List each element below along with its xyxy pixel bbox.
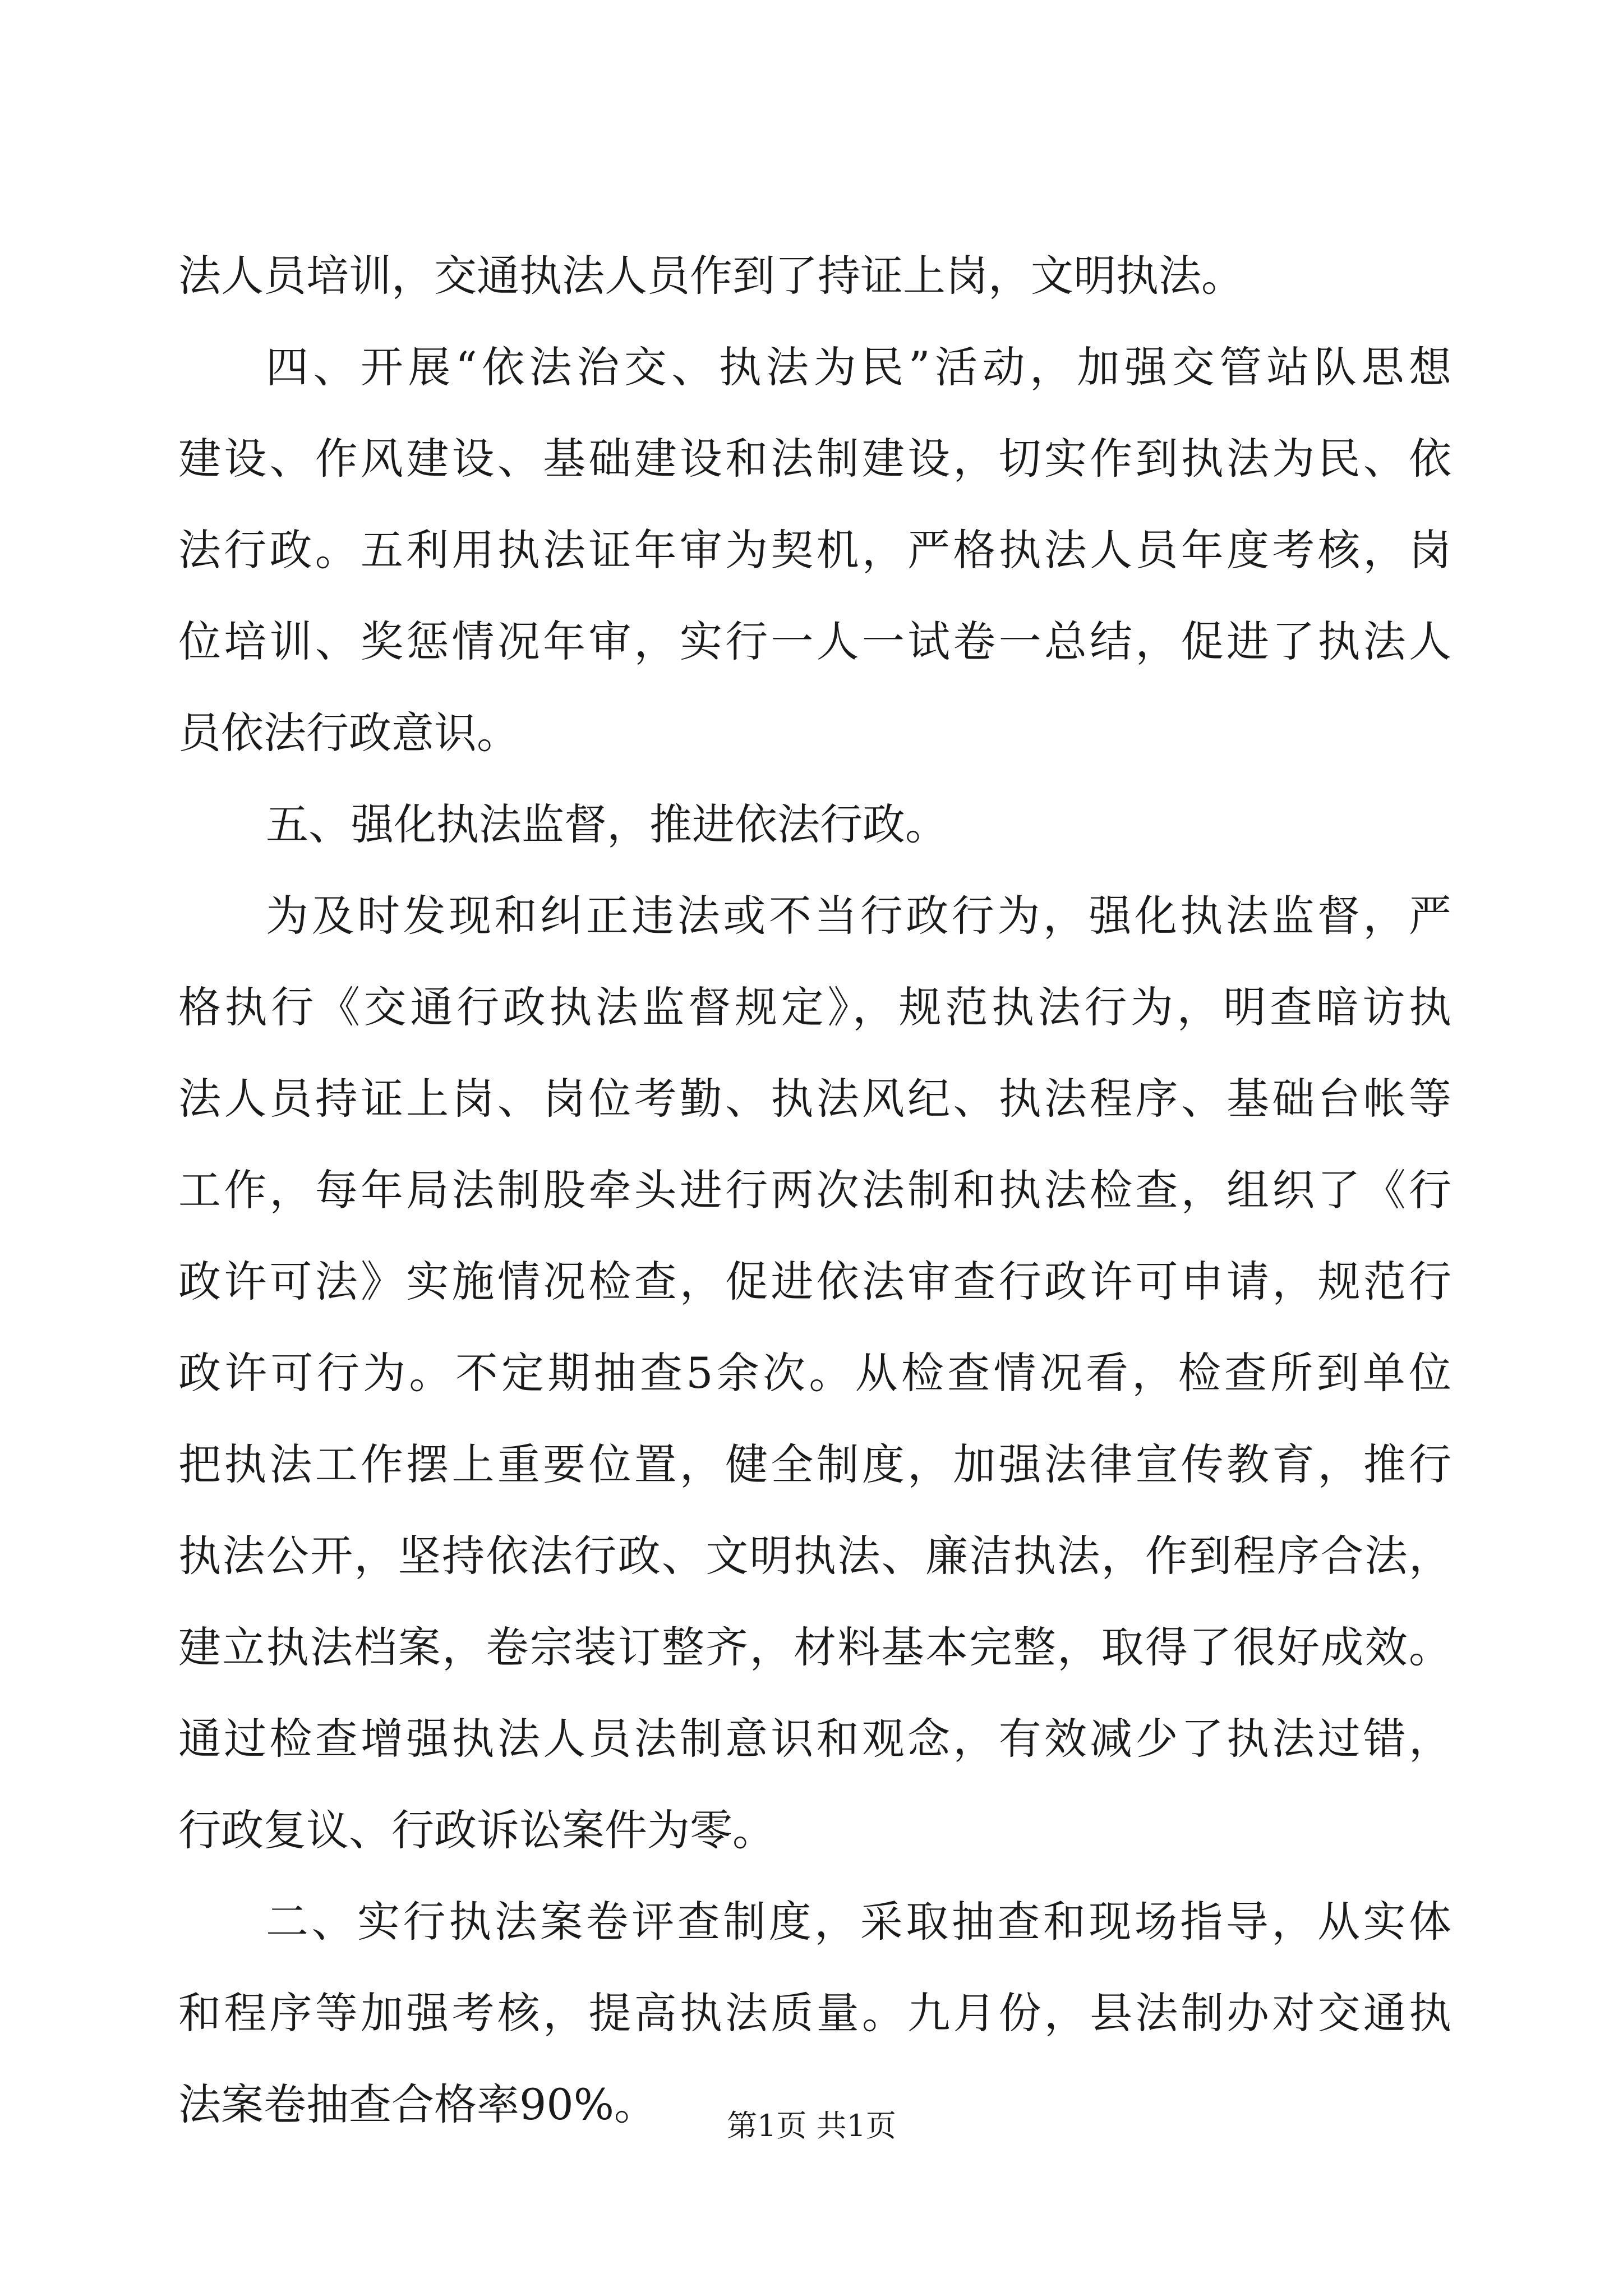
text-line: 四、开展“依法治交、执法为民”活动，加强交管站队思想 [266, 342, 1451, 392]
text-line: 把执法工作摆上重要位置，健全制度，加强法律宣传教育，推行 [178, 1439, 1451, 1489]
text-line: 建设、作风建设、基础建设和法制建设，切实作到执法为民、依 [178, 434, 1451, 484]
text-line: 政许可行为。不定期抽查5余次。从检查情况看，检查所到单位 [178, 1348, 1451, 1398]
text-line: 建立执法档案，卷宗装订整齐，材料基本完整，取得了很好成效。 [178, 1622, 1451, 1672]
text-line: 二、实行执法案卷评查制度，采取抽查和现场指导，从实体 [266, 1897, 1451, 1947]
text-line: 法案卷抽查合格率90%。 [178, 2079, 657, 2129]
text-line: 为及时发现和纠正违法或不当行政行为，强化执法监督，严 [266, 891, 1451, 941]
section-heading: 五、强化执法监督，推进依法行政。 [266, 799, 948, 849]
document-body [178, 230, 1451, 2150]
text-line: 政许可法》实施情况检查，促进依法审查行政许可申请，规范行 [178, 1257, 1451, 1306]
text-line: 和程序等加强考核，提高执法质量。九月份，县法制办对交通执 [178, 1988, 1451, 2038]
text-line: 员依法行政意识。 [178, 708, 519, 758]
text-line: 执法公开，坚持依法行政、文明执法、廉洁执法，作到程序合法， [178, 1531, 1451, 1581]
page-footer: 第1页 共1页 [727, 2108, 896, 2143]
text-line: 行政复议、行政诉讼案件为零。 [178, 1805, 775, 1855]
text-line: 法人员培训，交通执法人员作到了持证上岗，文明执法。 [178, 251, 1244, 301]
text-line: 工作，每年局法制股牵头进行两次法制和执法检查，组织了《行 [178, 1165, 1451, 1215]
text-line: 格执行《交通行政执法监督规定》，规范执法行为，明查暗访执 [178, 982, 1451, 1032]
text-line: 通过检查增强执法人员法制意识和观念，有效减少了执法过错， [178, 1714, 1451, 1764]
text-line: 法行政。五利用执法证年审为契机，严格执法人员年度考核，岗 [178, 525, 1451, 575]
text-line: 法人员持证上岗、岗位考勤、执法风纪、执法程序、基础台帐等 [178, 1074, 1451, 1124]
text-line: 位培训、奖惩情况年审，实行一人一试卷一总结，促进了执法人 [178, 616, 1451, 666]
